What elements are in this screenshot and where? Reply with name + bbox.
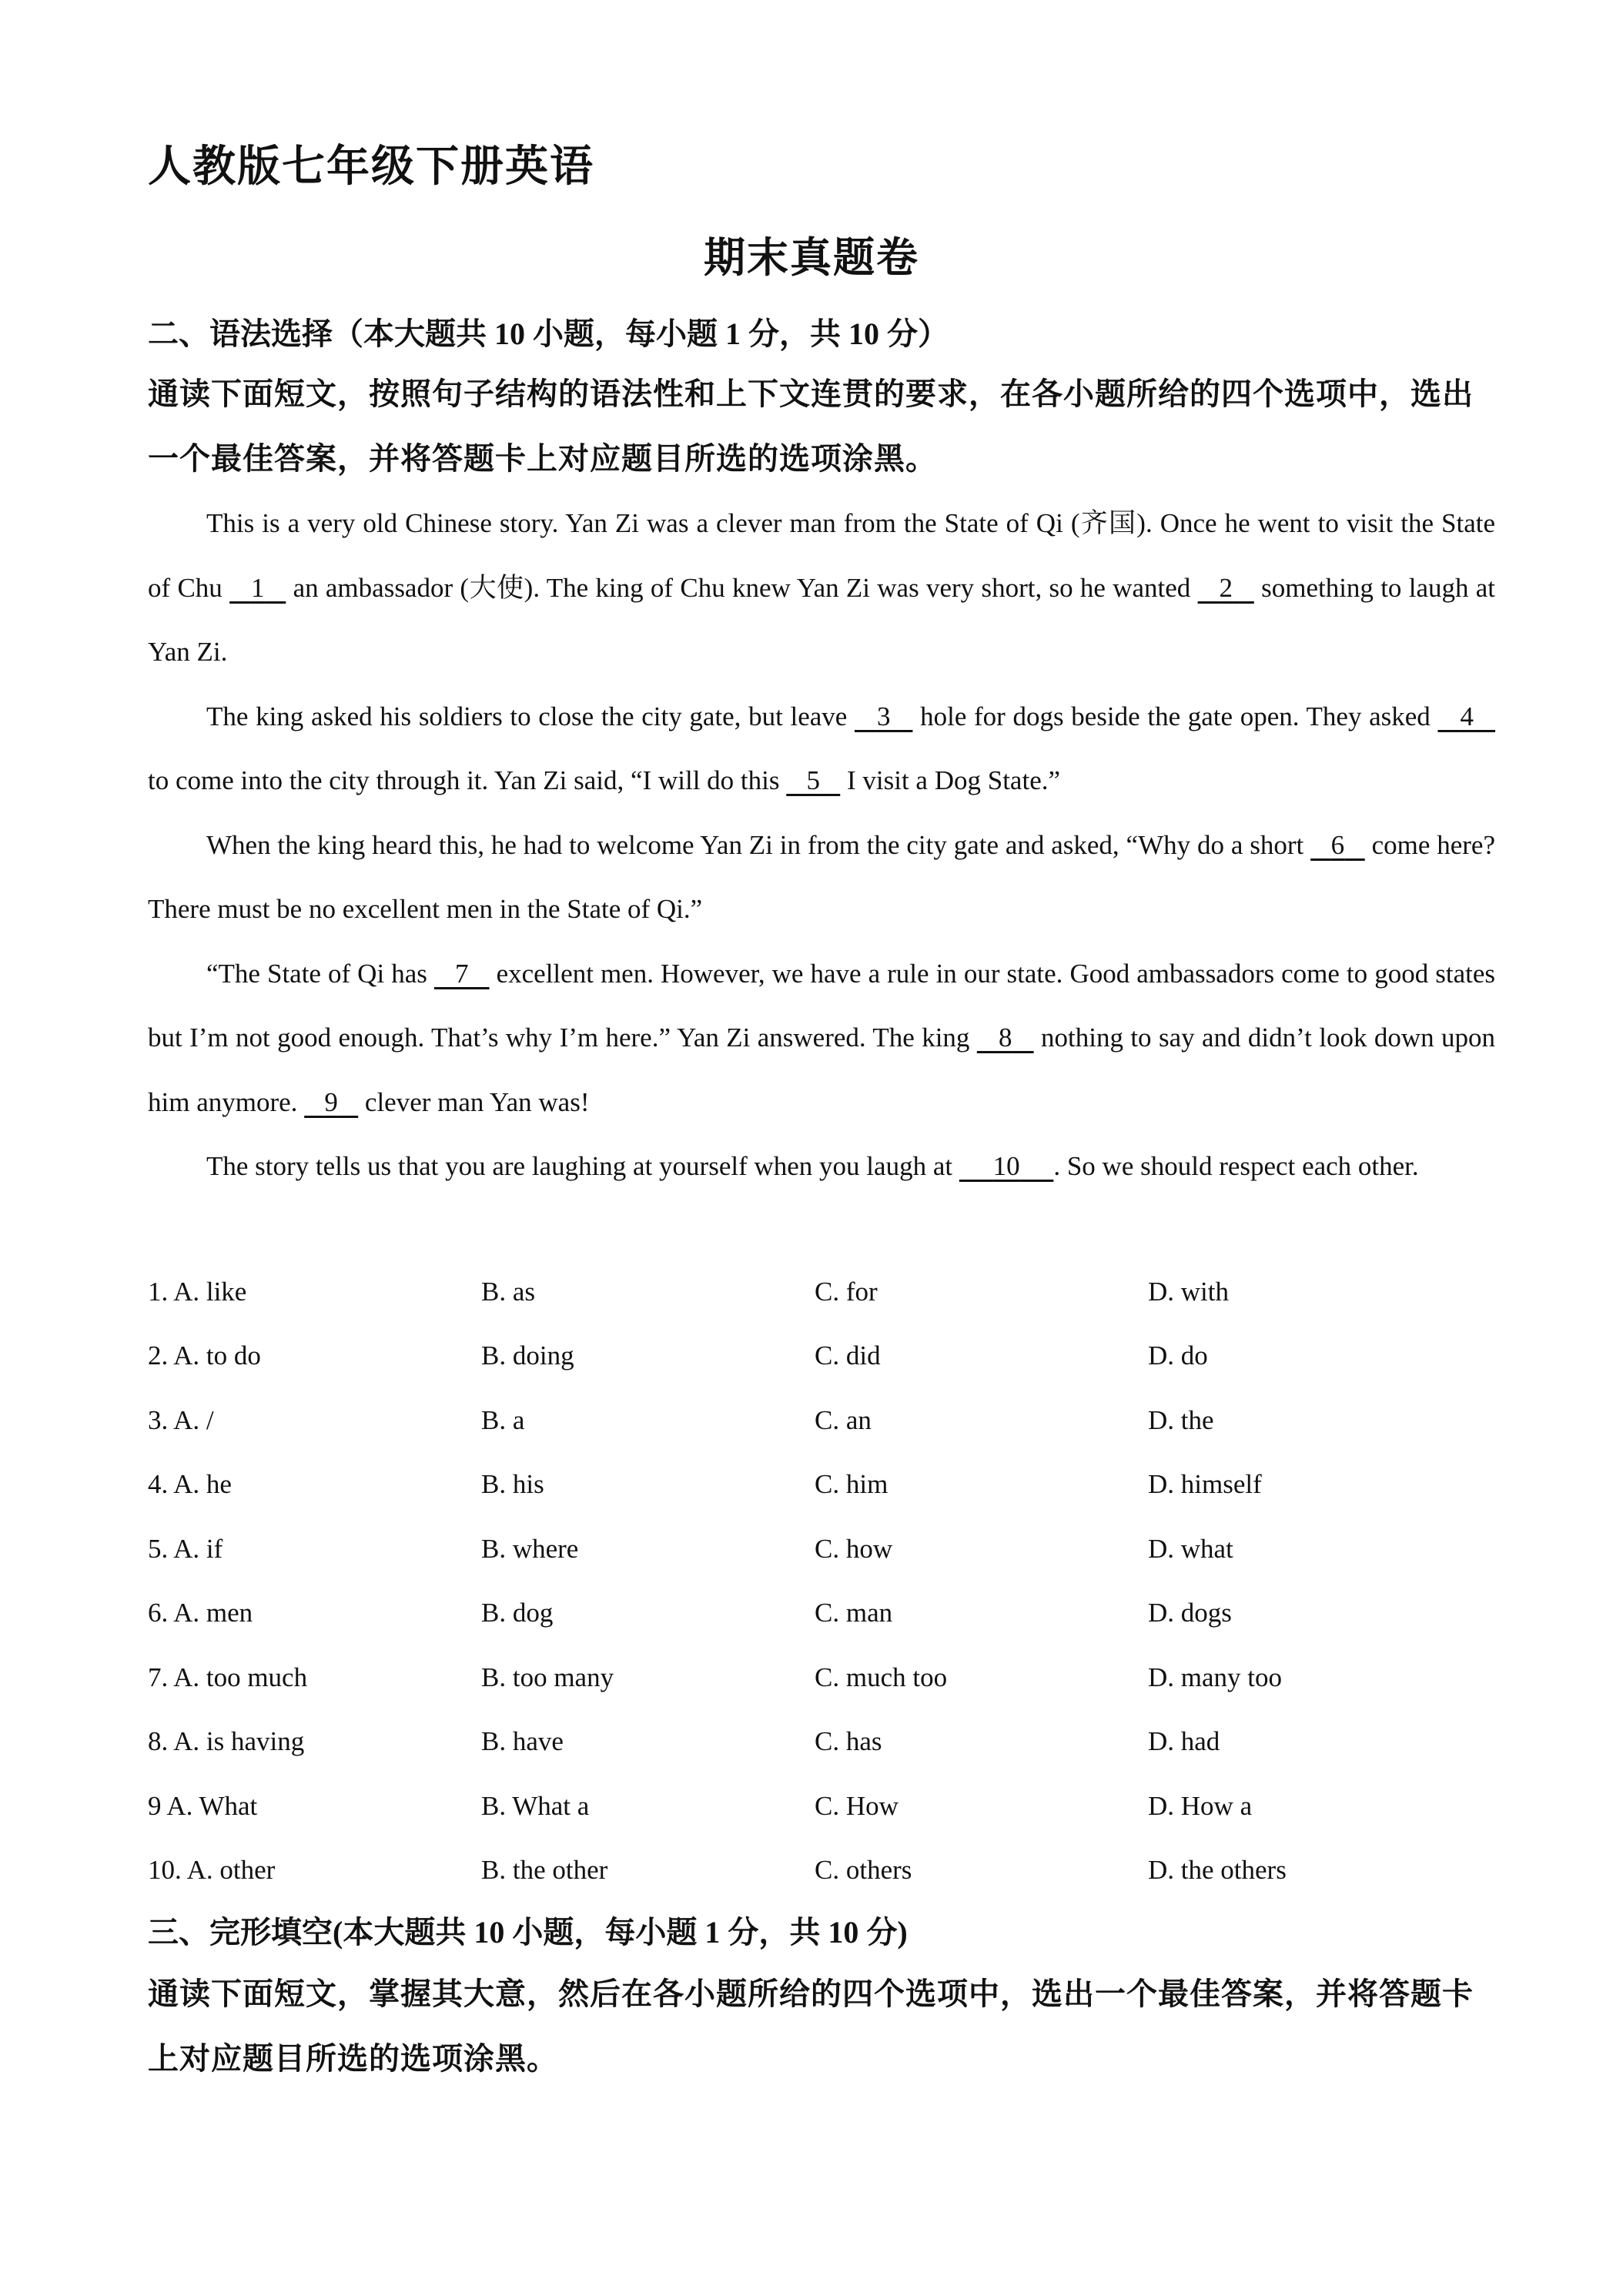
passage-text: When the king heard this, he had to welcome Yan Zi in from the city gate and asked, “Why do a short [206,829,1311,860]
option-b: B. What a [481,1790,590,1821]
option-d: D. the [1148,1404,1214,1435]
option-b: B. too many [481,1662,614,1692]
option-a: 10. A. other [148,1855,276,1886]
passage-text: hole for dogs beside the gate open. They asked [912,701,1438,731]
option-d: D. himself [1148,1469,1262,1500]
answer-blank: 9 [324,1086,338,1117]
answer-blank: 3 [876,701,891,731]
option-a: 2. A. to do [148,1340,261,1371]
passage-text: “The State of Qi has [206,958,434,989]
answer-blank: 1 [250,572,265,603]
option-a: 6. A. men [148,1598,253,1628]
options-list [148,1260,1503,1903]
question-row [148,1517,1503,1581]
passage-paragraph [148,813,1495,942]
option-c: C. an [815,1404,872,1435]
question-row [148,1388,1503,1453]
answer-blank: 5 [806,765,820,795]
passage-text: The story tells us that you are laughing at yourself when you laugh at [206,1151,959,1181]
passage-text: The king asked his soldiers to close the city gate, but leave [206,701,855,731]
answer-blank: 4 [1460,701,1474,731]
document-subtitle: 期末真题卷 [704,235,919,281]
answer-blank: 8 [998,1022,1012,1053]
section-2-instruction: 通读下面短文，按照句子结构的语法性和上下文连贯的要求，在各小题所给的四个选项中，选出一个最佳答案，并将答题卡上对应题目所选的选项涂黑。 [148,377,1474,476]
answer-blank: 2 [1219,572,1233,603]
passage-text: . So we should respect each other. [1053,1151,1419,1181]
option-d: D. dogs [1148,1598,1232,1628]
section-2-heading: 二、语法选择（本大题共 10 小题，每小题 1 分，共 10 分） [148,316,949,351]
option-c: C. did [815,1340,881,1371]
option-b: B. the other [481,1855,608,1886]
document-title: 人教版七年级下册英语 [148,143,594,191]
passage-text: to come into the city through it. Yan Zi said, “I will do this [148,765,787,795]
answer-blank: 7 [454,958,469,989]
option-b: B. where [481,1533,579,1564]
option-d: D. had [1148,1726,1220,1757]
option-c: C. much too [815,1662,948,1692]
passage-text: clever man Yan was! [358,1086,590,1117]
option-d: D. what [1148,1533,1233,1564]
question-row [148,1260,1503,1324]
passage-paragraph [148,942,1495,1135]
passage-text: an ambassador (大使). The king of Chu knew Yan Zi was very short, so he wanted [286,572,1198,603]
option-d: D. How a [1148,1790,1253,1821]
option-b: B. his [481,1469,544,1500]
option-a: 4. A. he [148,1469,232,1500]
option-c: C. others [815,1855,912,1886]
option-d: D. with [1148,1276,1229,1307]
passage-text: excellent men. However, we have a rule in our state. Good ambassadors come to good states but I’m not good enough. That’s why I’m here.” Yan Zi answered. The king [148,958,1495,1053]
question-row [148,1324,1503,1389]
passage-paragraph [148,491,1495,684]
option-b: B. doing [481,1340,574,1371]
passage-text: come here? There must be no excellent men in the State of Qi.” [148,829,1496,924]
option-a: 5. A. if [148,1533,223,1564]
option-a: 7. A. too much [148,1662,308,1692]
option-b: B. a [481,1404,525,1435]
section-3-heading: 三、完形填空(本大题共 10 小题，每小题 1 分，共 10 分) [148,1915,908,1950]
option-b: B. as [481,1276,535,1307]
option-c: C. man [815,1598,893,1628]
answer-blank: 6 [1330,829,1345,860]
answer-blank: 10 [992,1151,1020,1181]
passage-text: nothing to say and didn’t look down upon him anymore. [148,1022,1496,1117]
passage-text: something to laugh at Yan Zi. [148,572,1496,667]
option-d: D. many too [1148,1662,1283,1692]
option-d: D. do [1148,1340,1208,1371]
section-3-instruction: 通读下面短文，掌握其大意，然后在各小题所给的四个选项中，选出一个最佳答案，并将答题卡上对应题目所选的选项涂黑。 [148,1976,1474,2076]
question-row [148,1710,1503,1775]
question-row [148,1774,1503,1839]
question-row [148,1839,1503,1903]
passage-text: I visit a Dog State.” [840,765,1061,795]
option-a: 1. A. like [148,1276,247,1307]
option-c: C. for [815,1276,878,1307]
passage-paragraph [148,684,1495,813]
question-row [148,1581,1503,1646]
option-b: B. have [481,1726,564,1757]
question-row [148,1453,1503,1518]
passage-text: This is a very old Chinese story. Yan Zi was a clever man from the State of Qi (齐国). Once he went to visit the State of Chu [148,508,1495,603]
option-c: C. how [815,1533,893,1564]
option-b: B. dog [481,1598,554,1628]
passage-paragraph [148,1134,1495,1199]
option-a: 8. A. is having [148,1726,305,1757]
option-a: 3. A. / [148,1404,214,1435]
option-a: 9 A. What [148,1790,258,1821]
question-row [148,1645,1503,1710]
option-c: C. him [815,1469,888,1500]
option-d: D. the others [1148,1855,1287,1886]
option-c: C. How [815,1790,899,1821]
reading-passage [148,491,1495,1199]
option-c: C. has [815,1726,882,1757]
